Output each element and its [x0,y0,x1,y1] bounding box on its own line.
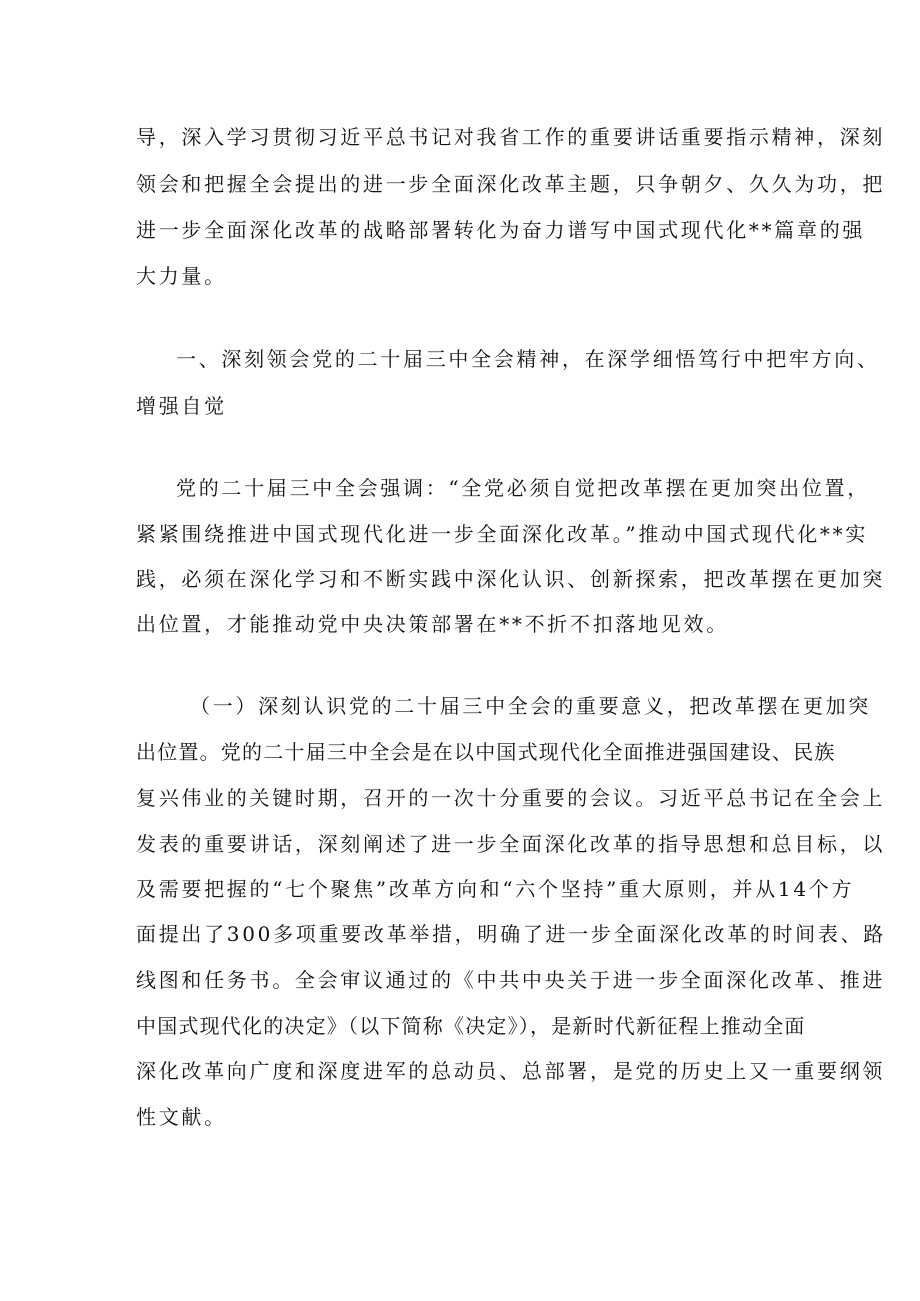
paragraph-line: 进一步全面深化改革的战略部署转化为奋力谱写中国式现代化**篇章的强 [136,218,866,242]
paragraph-line: 领会和把握全会提出的进一步全面深化改革主题，只争朝夕、久久为功，把 [136,172,886,196]
paragraph-line: 性文献。 [136,1105,227,1129]
paragraph-line: 紧紧围绕推进中国式现代化进一步全面深化改革。”推动中国式现代化**实 [136,522,869,546]
paragraph-line: 党的二十届三中全会强调：“全党必须自觉把改革摆在更加突出位置， [176,476,870,500]
section-heading-line: 增强自觉 [136,394,227,418]
paragraph-line: 及需要把握的“七个聚焦”改革方向和“六个坚持”重大原则，并从14个方 [136,877,855,901]
paragraph-line: 面提出了300多项重要改革举措，明确了进一步全面深化改革的时间表、路 [136,922,886,946]
paragraph-line: 践，必须在深化学习和不断实践中深化认识、创新探索，把改革摆在更加突 [136,567,886,591]
paragraph-line: 出位置，才能推动党中央决策部署在**不折不扣落地见效。 [136,612,729,636]
paragraph-line: 中国式现代化的决定》（以下简称《决定》），是新时代新征程上推动全面 [136,1014,806,1038]
subsection-line: （一）深刻认识党的二十届三中全会的重要意义，把改革摆在更加突 [190,694,871,718]
paragraph-line: 复兴伟业的关键时期，召开的一次十分重要的会议。习近平总书记在全会上 [136,786,886,810]
section-heading-line: 一、深刻领会党的二十届三中全会精神，在深学细悟笃行中把牢方向、 [176,347,880,371]
paragraph-line: 出位置。党的二十届三中全会是在以中国式现代化全面推进强国建设、民族 [136,740,836,764]
paragraph-line: 大力量。 [136,264,227,288]
paragraph-line: 导，深入学习贯彻习近平总书记对我省工作的重要讲话重要指示精神，深刻 [136,125,886,149]
paragraph-line: 线图和任务书。全会审议通过的《中共中央关于进一步全面深化改革、推进 [136,968,886,992]
paragraph-line: 深化改革向广度和深度进军的总动员、总部署，是党的历史上又一重要纲领 [136,1059,886,1083]
paragraph-line: 发表的重要讲话，深刻阐述了进一步全面深化改革的指导思想和总目标，以 [136,832,886,856]
